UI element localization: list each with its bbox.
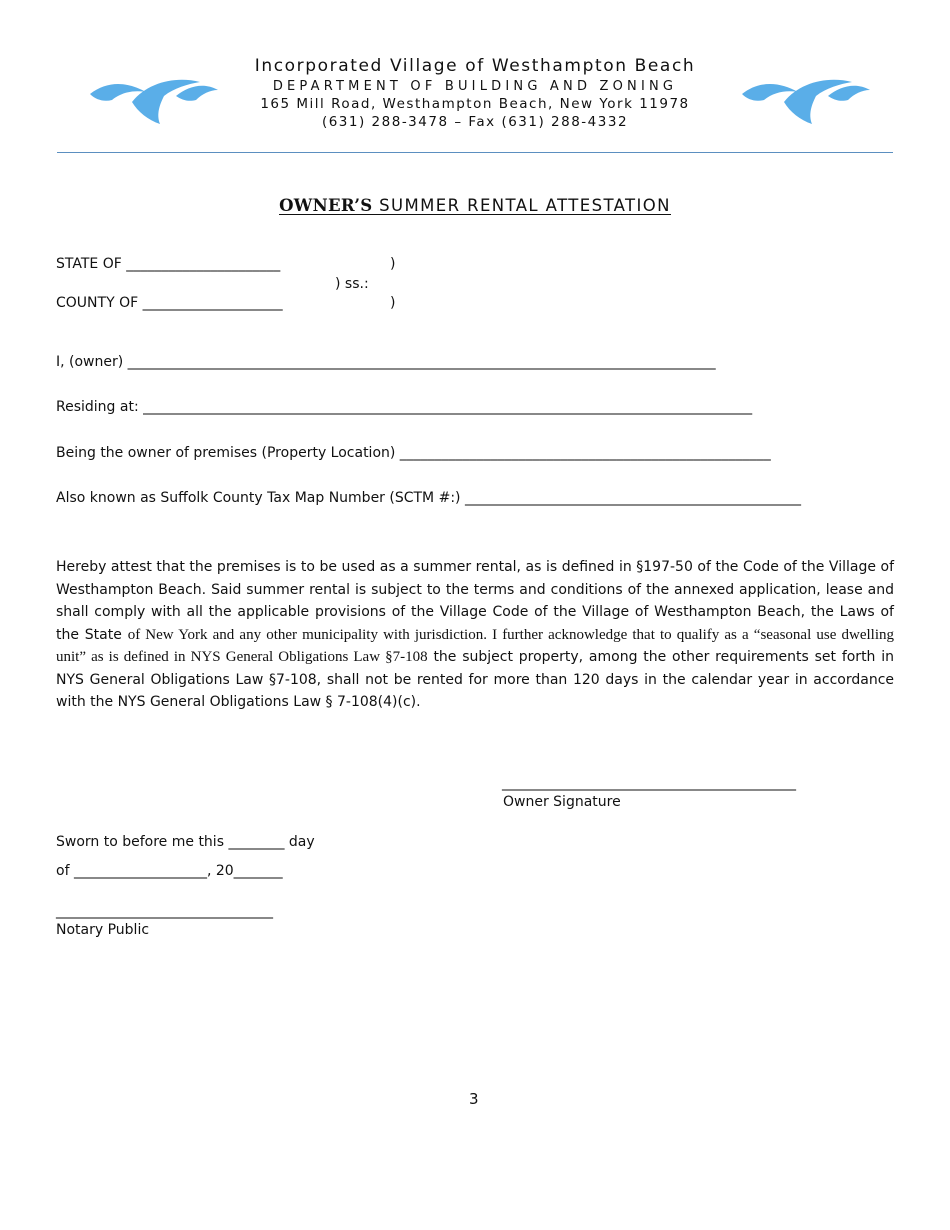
attestation-sentence-1: Hereby attest that the premises is to be used as a summer rental, as is defined in §197-50 of the Code of the Village of Westhampton Beach. Said summer rental is subject to the terms and conditions of the annexed application, lease and shall comply with all the applicable provisions of the Village Code of the Village of Westhampton Beach, the Laws of the State bbox=[56, 559, 894, 643]
residing-at-field[interactable]: Residing at: _______________________________________________________________________________________ bbox=[56, 399, 753, 415]
sworn-day-field[interactable]: Sworn to before me this ________ day bbox=[56, 834, 315, 850]
title-owners: OWNER’S bbox=[279, 196, 373, 215]
owner-name-field[interactable]: I, (owner) ____________________________________________________________________________________ bbox=[56, 354, 716, 370]
owner-signature-label: Owner Signature bbox=[503, 794, 621, 810]
form-title bbox=[0, 196, 950, 215]
state-paren: ) bbox=[390, 256, 396, 272]
sworn-date-field[interactable]: of ___________________, 20_______ bbox=[56, 863, 283, 879]
county-of-field[interactable]: COUNTY OF ____________________ bbox=[56, 295, 283, 311]
header-divider bbox=[57, 152, 893, 153]
department-address: 165 Mill Road, Westhampton Beach, New York 11978 bbox=[260, 96, 690, 112]
notary-public-label: Notary Public bbox=[56, 922, 150, 938]
property-location-field[interactable]: Being the owner of premises (Property Location) _____________________________________________________ bbox=[56, 445, 771, 461]
notary-signature-line[interactable]: _______________________________ bbox=[56, 903, 273, 919]
village-name: Incorporated Village of Westhampton Beach bbox=[254, 56, 696, 76]
department-phone: (631) 288-3478 – Fax (631) 288-4332 bbox=[321, 114, 629, 130]
state-of-field[interactable]: STATE OF ______________________ bbox=[56, 256, 281, 272]
attestation-sentence-2: of New York and any other municipality with jurisdiction. I further acknowledge that to qualify as a “seasonal use dwelling unit” as is defined in NYS General Obligations Law §7-108 bbox=[56, 626, 894, 665]
sctm-number-field[interactable]: Also known as Suffolk County Tax Map Number (SCTM #:) ________________________________________________ bbox=[56, 490, 801, 506]
owner-signature-line[interactable]: __________________________________________ bbox=[502, 775, 796, 791]
county-paren: ) bbox=[390, 295, 396, 311]
page-number: 3 bbox=[469, 1090, 479, 1108]
village-logo-right-icon bbox=[740, 74, 872, 128]
attestation-sentence-3: the subject property, among the other requirements set forth in NYS General Obligations Law §7-108, shall not be rented for more than 120 days in the calendar year in accordance with the NYS General Obligations Law § 7-108(4)(c). bbox=[56, 649, 894, 710]
attestation-paragraph bbox=[56, 556, 894, 714]
title-rest: SUMMER RENTAL ATTESTATION bbox=[372, 196, 671, 215]
ss-label: ) ss.: bbox=[335, 276, 369, 292]
department-name: DEPARTMENT OF BUILDING AND ZONING bbox=[272, 79, 678, 94]
